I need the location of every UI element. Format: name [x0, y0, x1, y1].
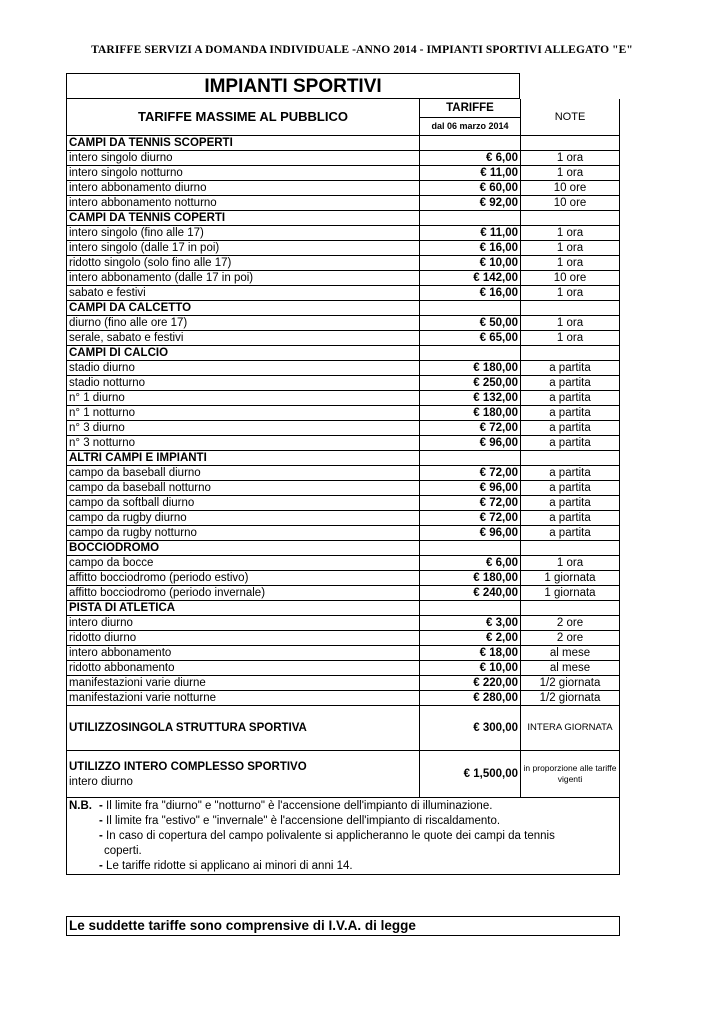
item-note: a partita [549, 437, 591, 449]
table-row [66, 406, 620, 421]
table-row [66, 556, 620, 571]
item-price: € 96,00 [420, 436, 521, 450]
section-label: CAMPI DI CALCIO [67, 346, 420, 360]
single-structure-label: UTILIZZOSINGOLA STRUTTURA SPORTIVA [67, 706, 420, 750]
item-price: € 240,00 [420, 586, 521, 600]
item-price [420, 136, 521, 150]
table-row [66, 331, 620, 346]
note-line-1: N.B. - Il limite fra "diurno" e "notturno" è l'accensione dell'impianto di illuminazione. [69, 800, 493, 812]
item-price [420, 301, 521, 315]
item-label: affitto bocciodromo (periodo estivo) [67, 571, 420, 585]
item-note: a partita [549, 527, 591, 539]
table-row [66, 391, 620, 406]
item-label: n° 3 diurno [67, 421, 420, 435]
table-row [66, 286, 620, 301]
item-note: 10 ore [553, 197, 587, 209]
item-label: manifestazioni varie notturne [67, 691, 420, 705]
note-line-4: - Le tariffe ridotte si applicano ai minori di anni 14. [99, 860, 353, 872]
section-label: CAMPI DA TENNIS COPERTI [67, 211, 420, 225]
item-note: a partita [549, 362, 591, 374]
whole-complex-sublabel: intero diurno [69, 776, 133, 788]
item-price: € 132,00 [420, 391, 521, 405]
section-label: CAMPI DA CALCETTO [67, 301, 420, 315]
note-line-2: - Il limite fra "estivo" e "invernale" è l'accensione dell'impianto di riscaldamento. [99, 815, 501, 827]
item-price: € 92,00 [420, 196, 521, 210]
table-row [66, 676, 620, 691]
item-label: ridotto singolo (solo fino alle 17) [67, 256, 420, 270]
item-note: 1 ora [556, 227, 584, 239]
table-header [66, 99, 620, 136]
table-row [66, 271, 620, 286]
item-price: € 96,00 [420, 526, 521, 540]
table-row [66, 316, 620, 331]
whole-complex-note: in proporzione alle tariffe vigenti [523, 763, 617, 784]
item-note: 1 ora [556, 242, 584, 254]
item-note: 1 giornata [544, 572, 596, 584]
table-row [66, 361, 620, 376]
item-label: ridotto diurno [67, 631, 420, 645]
table-row [66, 496, 620, 511]
item-note: a partita [549, 512, 591, 524]
table-row [66, 421, 620, 436]
header-date: dal 06 marzo 2014 [431, 121, 509, 131]
single-structure-note: INTERA GIORNATA [527, 722, 613, 733]
item-note: 1 ora [556, 167, 584, 179]
item-price: € 11,00 [420, 166, 521, 180]
item-price: € 50,00 [420, 316, 521, 330]
item-label: campo da rugby diurno [67, 511, 420, 525]
table-row [66, 151, 620, 166]
item-price: € 180,00 [420, 571, 521, 585]
table-row [66, 631, 620, 646]
item-label: n° 3 notturno [67, 436, 420, 450]
item-label: intero abbonamento notturno [67, 196, 420, 210]
item-note: 1 ora [556, 152, 584, 164]
item-note: 10 ore [553, 272, 587, 284]
item-price: € 16,00 [420, 286, 521, 300]
table-row [66, 376, 620, 391]
item-price: € 180,00 [420, 361, 521, 375]
item-note: a partita [549, 422, 591, 434]
item-label: n° 1 notturno [67, 406, 420, 420]
item-label: affitto bocciodromo (periodo invernale) [67, 586, 420, 600]
item-label: stadio notturno [67, 376, 420, 390]
table-row [66, 691, 620, 706]
header-tariffs-label: TARIFFE MASSIME AL PUBBLICO [67, 99, 420, 135]
whole-complex-label: UTILIZZO INTERO COMPLESSO SPORTIVO [69, 761, 307, 773]
vat-footer: Le suddette tariffe sono comprensive di I.V.A. di legge [66, 916, 620, 936]
item-label: intero diurno [67, 616, 420, 630]
section-label: CAMPI DA TENNIS SCOPERTI [67, 136, 420, 150]
item-note: a partita [549, 407, 591, 419]
item-label: serale, sabato e festivi [67, 331, 420, 345]
table-row [66, 481, 620, 496]
whole-complex-cell [67, 751, 420, 797]
section-row [66, 601, 620, 616]
document-title: TARIFFE SERVIZI A DOMANDA INDIVIDUALE -ANNO 2014 - IMPIANTI SPORTIVI ALLEGATO "E" [91, 44, 633, 56]
item-price: € 96,00 [420, 481, 521, 495]
table-row [66, 586, 620, 601]
single-structure-row [66, 706, 620, 751]
item-label: campo da rugby notturno [67, 526, 420, 540]
table-row [66, 616, 620, 631]
item-price [420, 541, 521, 555]
table-row [66, 436, 620, 451]
tariff-table [66, 73, 620, 875]
item-price: € 142,00 [420, 271, 521, 285]
table-row [66, 661, 620, 676]
item-note: 1 ora [556, 257, 584, 269]
item-note: 1/2 giornata [539, 677, 601, 689]
item-price [420, 346, 521, 360]
item-price: € 16,00 [420, 241, 521, 255]
nb-label: N.B. [69, 800, 92, 812]
item-price: € 250,00 [420, 376, 521, 390]
item-price: € 220,00 [420, 676, 521, 690]
item-note: 1/2 giornata [539, 692, 601, 704]
item-price: € 60,00 [420, 181, 521, 195]
item-price: € 72,00 [420, 511, 521, 525]
item-price: € 280,00 [420, 691, 521, 705]
item-label: campo da baseball notturno [67, 481, 420, 495]
item-note [521, 601, 619, 615]
table-row [66, 646, 620, 661]
item-note: a partita [549, 392, 591, 404]
item-price: € 180,00 [420, 406, 521, 420]
item-note: 1 ora [556, 287, 584, 299]
item-note: a partita [549, 467, 591, 479]
item-price: € 2,00 [420, 631, 521, 645]
item-note [521, 541, 619, 555]
item-label: intero singolo (dalle 17 in poi) [67, 241, 420, 255]
item-price: € 6,00 [420, 556, 521, 570]
item-note: a partita [549, 497, 591, 509]
item-label: intero singolo notturno [67, 166, 420, 180]
item-price: € 18,00 [420, 646, 521, 660]
section-row [66, 451, 620, 466]
header-tariffs-column [420, 99, 521, 135]
table-row [66, 196, 620, 211]
item-price: € 11,00 [420, 226, 521, 240]
section-row [66, 541, 620, 556]
table-row [66, 526, 620, 541]
item-note: 2 ore [556, 617, 584, 629]
item-note: 10 ore [553, 182, 587, 194]
item-note: 1 ora [556, 557, 584, 569]
item-note: al mese [549, 662, 591, 674]
item-note: a partita [549, 482, 591, 494]
item-label: campo da baseball diurno [67, 466, 420, 480]
note-line-3: - In caso di copertura del campo polivalente si applicheranno le quote dei campi da tennis [99, 830, 555, 842]
item-note: 1 ora [556, 332, 584, 344]
item-label: intero singolo (fino alle 17) [67, 226, 420, 240]
item-price: € 72,00 [420, 466, 521, 480]
item-label: intero singolo diurno [67, 151, 420, 165]
section-row [66, 136, 620, 151]
table-row [66, 571, 620, 586]
section-label: BOCCIODROMO [67, 541, 420, 555]
item-price: € 10,00 [420, 256, 521, 270]
item-price [420, 451, 521, 465]
item-label: intero abbonamento [67, 646, 420, 660]
table-row [66, 226, 620, 241]
section-row [66, 211, 620, 226]
item-price [420, 601, 521, 615]
item-note [521, 346, 619, 360]
item-note: a partita [549, 377, 591, 389]
table-row [66, 256, 620, 271]
item-label: campo da softball diurno [67, 496, 420, 510]
section-row [66, 301, 620, 316]
item-note [521, 211, 619, 225]
item-note: al mese [549, 647, 591, 659]
header-tariffe: TARIFFE [420, 99, 520, 118]
item-note: 1 giornata [544, 587, 596, 599]
whole-complex-price: € 1,500,00 [420, 751, 521, 797]
item-label: n° 1 diurno [67, 391, 420, 405]
section-label: ALTRI CAMPI E IMPIANTI [67, 451, 420, 465]
item-price: € 3,00 [420, 616, 521, 630]
item-price: € 72,00 [420, 496, 521, 510]
table-main-title: IMPIANTI SPORTIVI [66, 73, 520, 99]
notes-block [66, 798, 620, 875]
item-label: intero abbonamento diurno [67, 181, 420, 195]
item-label: intero abbonamento (dalle 17 in poi) [67, 271, 420, 285]
table-row [66, 181, 620, 196]
table-row [66, 511, 620, 526]
single-structure-price: € 300,00 [420, 706, 521, 750]
item-note: 1 ora [556, 317, 584, 329]
whole-complex-row [66, 751, 620, 798]
table-body [66, 136, 620, 706]
item-label: ridotto abbonamento [67, 661, 420, 675]
table-row [66, 241, 620, 256]
item-price [420, 211, 521, 225]
section-row [66, 346, 620, 361]
item-price: € 65,00 [420, 331, 521, 345]
item-price: € 6,00 [420, 151, 521, 165]
table-row [66, 166, 620, 181]
item-label: diurno (fino alle ore 17) [67, 316, 420, 330]
section-label: PISTA DI ATLETICA [67, 601, 420, 615]
item-price: € 72,00 [420, 421, 521, 435]
item-note [521, 451, 619, 465]
item-label: stadio diurno [67, 361, 420, 375]
item-note: 2 ore [556, 632, 584, 644]
item-label: sabato e festivi [67, 286, 420, 300]
item-label: manifestazioni varie diurne [67, 676, 420, 690]
item-price: € 10,00 [420, 661, 521, 675]
table-row [66, 466, 620, 481]
header-notes: NOTE [554, 111, 586, 123]
item-note [521, 136, 619, 150]
item-note [521, 301, 619, 315]
item-label: campo da bocce [67, 556, 420, 570]
note-line-3b: coperti. [104, 845, 142, 857]
